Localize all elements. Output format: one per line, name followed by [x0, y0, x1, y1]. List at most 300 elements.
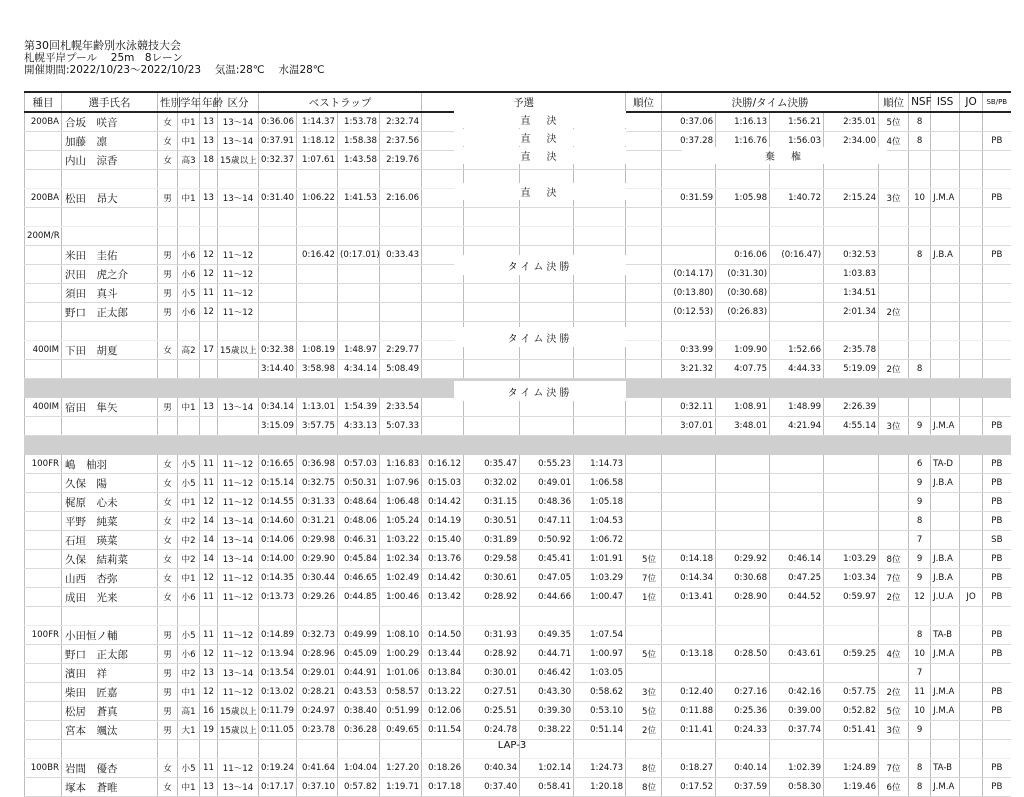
prelim-rank-cell: [626, 341, 662, 360]
nsf-cell: [909, 436, 931, 455]
swimmer-name: [62, 170, 158, 189]
table-row: [25, 569, 1011, 588]
nsf-cell: 9: [909, 550, 931, 569]
best-lap-cell: 0:41.64: [297, 759, 338, 778]
col-event: 種目: [25, 92, 62, 112]
final-lap-cell: [662, 474, 716, 493]
event-cell: 100FR: [25, 626, 62, 645]
best-lap-cell: 0:45.84: [338, 550, 380, 569]
division-cell: 11～12: [218, 265, 259, 284]
document-header: [24, 40, 325, 76]
final-lap-cell: [716, 208, 770, 227]
prelim-lap-cell: [464, 208, 520, 227]
prelim-lap-cell: 0:13.44: [422, 645, 464, 664]
event-cell: 100FR: [25, 455, 62, 474]
sbpb-cell: PB: [983, 702, 1011, 721]
prelim-lap-cell: 0:30.51: [464, 512, 520, 531]
prelim-lap-cell: 0:44.66: [520, 588, 574, 607]
prelim-lap-cell: 0:14.50: [422, 626, 464, 645]
best-lap-cell: [297, 265, 338, 284]
final-lap-cell: [824, 322, 879, 341]
best-lap-cell: 0:14.06: [259, 531, 297, 550]
division-cell: 13～14: [218, 189, 259, 208]
final-rank-cell: [879, 664, 909, 683]
final-lap-cell: [716, 531, 770, 550]
table-row: [25, 455, 1011, 474]
age-cell: [200, 360, 218, 379]
age-cell: 12: [200, 493, 218, 512]
final-lap-cell: 1:16.76: [716, 132, 770, 151]
prelim-lap-cell: 0:24.78: [464, 721, 520, 740]
prelim-lap-cell: 0:15.40: [422, 531, 464, 550]
col-nsf: NSF: [909, 92, 931, 112]
age-cell: 12: [200, 569, 218, 588]
best-lap-cell: 0:28.21: [297, 683, 338, 702]
final-lap-cell: [770, 607, 824, 626]
event-cell: [25, 360, 62, 379]
prelim-rank-cell: [626, 436, 662, 455]
event-cell: [25, 170, 62, 189]
best-lap-cell: 0:13.02: [259, 683, 297, 702]
best-lap-cell: [259, 227, 297, 246]
prelim-lap-cell: 0:13.84: [422, 664, 464, 683]
sbpb-cell: PB: [983, 683, 1011, 702]
nsf-cell: 10: [909, 702, 931, 721]
prelim-lap-cell: 0:49.01: [520, 474, 574, 493]
age-cell: 13: [200, 398, 218, 417]
prelim-lap-cell: 0:12.06: [422, 702, 464, 721]
prelim-rank-cell: [626, 303, 662, 322]
prelim-rank-cell: 5位: [626, 550, 662, 569]
grade-cell: 小5: [178, 626, 200, 645]
iss-cell: J.B.A: [931, 246, 960, 265]
best-lap-cell: [380, 170, 422, 189]
best-lap-cell: [259, 284, 297, 303]
grade-cell: 中2: [178, 550, 200, 569]
event-cell: [25, 721, 62, 740]
final-lap-cell: [824, 455, 879, 474]
best-lap-cell: 0:14.35: [259, 569, 297, 588]
event-cell: [25, 664, 62, 683]
nsf-cell: [909, 151, 931, 170]
swimmer-name: 濱田 祥: [62, 664, 158, 683]
nsf-cell: 11: [909, 683, 931, 702]
iss-cell: [931, 322, 960, 341]
nsf-cell: 7: [909, 531, 931, 550]
sex-cell: 女: [158, 531, 178, 550]
final-lap-cell: 4:44.33: [770, 360, 824, 379]
division-cell: 11～12: [218, 569, 259, 588]
swimmer-name: 久保 陽: [62, 474, 158, 493]
nsf-cell: [909, 379, 931, 398]
best-lap-cell: [259, 265, 297, 284]
sbpb-cell: PB: [983, 588, 1011, 607]
sex-cell: 女: [158, 493, 178, 512]
prelim-lap-cell: 0:51.14: [574, 721, 626, 740]
prelim-lap-cell: 0:49.35: [520, 626, 574, 645]
division-cell: 15歳以上: [218, 721, 259, 740]
jo-cell: [960, 341, 983, 360]
jo-cell: [960, 569, 983, 588]
prelim-rank-cell: [626, 455, 662, 474]
grade-cell: [178, 227, 200, 246]
final-lap-cell: [716, 512, 770, 531]
age-cell: 11: [200, 588, 218, 607]
swimmer-name: 下田 胡夏: [62, 341, 158, 360]
iss-cell: [931, 531, 960, 550]
final-lap-cell: 0:16.06: [716, 246, 770, 265]
best-lap-cell: 1:16.83: [380, 455, 422, 474]
final-lap-cell: [662, 455, 716, 474]
prelim-lap-cell: 0:37.40: [464, 778, 520, 797]
prelim-lap-cell: [464, 360, 520, 379]
best-lap-cell: 1:08.19: [297, 341, 338, 360]
grade-cell: [178, 417, 200, 436]
best-lap-cell: 0:58.57: [380, 683, 422, 702]
event-cell: [25, 265, 62, 284]
final-lap-cell: [716, 493, 770, 512]
age-cell: [200, 436, 218, 455]
sbpb-cell: [983, 322, 1011, 341]
final-lap-cell: [770, 379, 824, 398]
prelim-lap-cell: 0:31.89: [464, 531, 520, 550]
prelim-lap-cell: [422, 284, 464, 303]
grade-cell: 小5: [178, 455, 200, 474]
division-cell: [218, 170, 259, 189]
prelim-lap-cell: [520, 227, 574, 246]
sex-cell: [158, 170, 178, 189]
iss-cell: J.M.A: [931, 189, 960, 208]
prelim-lap-cell: [464, 607, 520, 626]
division-cell: 15歳以上: [218, 341, 259, 360]
iss-cell: [931, 112, 960, 132]
prelim-rank-cell: [626, 189, 662, 208]
table-row: [25, 360, 1011, 379]
jo-cell: [960, 531, 983, 550]
table-row: [25, 474, 1011, 493]
final-lap-cell: (0:14.17): [662, 265, 716, 284]
prelim-lap-cell: [574, 303, 626, 322]
best-lap-cell: [297, 284, 338, 303]
final-lap-cell: 0:33.99: [662, 341, 716, 360]
best-lap-cell: 1:41.53: [338, 189, 380, 208]
jo-cell: [960, 189, 983, 208]
grade-cell: 中1: [178, 493, 200, 512]
final-lap-cell: (0:31.30): [716, 265, 770, 284]
nsf-cell: 8: [909, 132, 931, 151]
best-lap-cell: 0:24.97: [297, 702, 338, 721]
best-lap-cell: 0:43.53: [338, 683, 380, 702]
final-lap-cell: 3:48.01: [716, 417, 770, 436]
table-row: [25, 436, 1011, 455]
prelim-lap-cell: [520, 208, 574, 227]
division-cell: 13～14: [218, 778, 259, 797]
swimmer-name: [62, 360, 158, 379]
best-lap-cell: 1:06.22: [297, 189, 338, 208]
sex-cell: [158, 208, 178, 227]
jo-cell: [960, 303, 983, 322]
event-cell: [25, 417, 62, 436]
division-cell: 15歳以上: [218, 151, 259, 170]
prelim-lap-cell: 1:00.97: [574, 645, 626, 664]
prelim-lap-cell: 1:06.58: [574, 474, 626, 493]
best-lap-cell: 1:00.29: [380, 645, 422, 664]
final-lap-cell: [824, 512, 879, 531]
best-lap-cell: (0:17.01): [338, 246, 380, 265]
final-lap-cell: [824, 531, 879, 550]
division-cell: 11～12: [218, 303, 259, 322]
prelim-lap-cell: 1:00.47: [574, 588, 626, 607]
swimmer-name: 平野 純菜: [62, 512, 158, 531]
sex-cell: 男: [158, 189, 178, 208]
prelim-rank-cell: [626, 170, 662, 189]
iss-cell: J.U.A: [931, 588, 960, 607]
age-cell: 11: [200, 284, 218, 303]
final-lap-cell: [770, 664, 824, 683]
final-lap-cell: [662, 664, 716, 683]
best-lap-cell: 2:19.76: [380, 151, 422, 170]
event-cell: [25, 588, 62, 607]
sbpb-cell: PB: [983, 645, 1011, 664]
swimmer-name: 柴田 匠嘉: [62, 683, 158, 702]
sex-cell: 男: [158, 683, 178, 702]
final-lap-cell: 0:58.30: [770, 778, 824, 797]
final-lap-cell: 0:37.28: [662, 132, 716, 151]
grade-cell: [178, 607, 200, 626]
best-lap-cell: 1:04.04: [338, 759, 380, 778]
col-name: 選手氏名: [62, 92, 158, 112]
final-lap-cell: [824, 379, 879, 398]
iss-cell: [931, 607, 960, 626]
sex-cell: 女: [158, 474, 178, 493]
final-rank-cell: 3位: [879, 417, 909, 436]
division-cell: [218, 360, 259, 379]
final-rank-cell: [879, 436, 909, 455]
best-lap-cell: 0:29.01: [297, 664, 338, 683]
prelim-lap-cell: 1:20.18: [574, 778, 626, 797]
best-lap-cell: [380, 436, 422, 455]
final-lap-cell: 1:52.66: [770, 341, 824, 360]
jo-cell: [960, 683, 983, 702]
iss-cell: J.M.A: [931, 702, 960, 721]
iss-cell: J.B.A: [931, 569, 960, 588]
final-lap-cell: [662, 208, 716, 227]
best-lap-cell: 0:19.24: [259, 759, 297, 778]
final-lap-cell: [770, 531, 824, 550]
prelim-lap-cell: [464, 436, 520, 455]
grade-cell: [178, 379, 200, 398]
final-lap-cell: [770, 493, 824, 512]
sex-cell: 女: [158, 512, 178, 531]
event-cell: [25, 607, 62, 626]
grade-cell: 高1: [178, 702, 200, 721]
best-lap-cell: 0:17.17: [259, 778, 297, 797]
division-cell: 11～12: [218, 683, 259, 702]
final-lap-cell: 0:46.14: [770, 550, 824, 569]
best-lap-cell: [259, 379, 297, 398]
jo-cell: [960, 607, 983, 626]
event-cell: 400IM: [25, 341, 62, 360]
prelim-rank-cell: [626, 322, 662, 341]
division-cell: 13～14: [218, 132, 259, 151]
swimmer-name: 成田 光来: [62, 588, 158, 607]
final-lap-cell: [770, 455, 824, 474]
nsf-cell: [909, 341, 931, 360]
grade-cell: 中1: [178, 132, 200, 151]
best-lap-cell: [259, 246, 297, 265]
division-cell: 13～14: [218, 112, 259, 132]
final-lap-cell: [662, 246, 716, 265]
final-lap-cell: [716, 227, 770, 246]
final-rank-cell: 6位: [879, 778, 909, 797]
table-row: [25, 493, 1011, 512]
best-lap-cell: 0:28.96: [297, 645, 338, 664]
final-lap-cell: 4:07.75: [716, 360, 770, 379]
division-cell: [218, 607, 259, 626]
age-cell: 12: [200, 303, 218, 322]
best-lap-cell: [297, 607, 338, 626]
best-lap-cell: 0:31.40: [259, 189, 297, 208]
prelim-lap-cell: 0:14.42: [422, 569, 464, 588]
iss-cell: J.B.A: [931, 550, 960, 569]
final-lap-cell: 1:40.72: [770, 189, 824, 208]
nsf-cell: 8: [909, 512, 931, 531]
division-cell: 11～12: [218, 626, 259, 645]
prelim-lap-cell: [574, 436, 626, 455]
best-lap-cell: [380, 303, 422, 322]
final-lap-cell: [824, 474, 879, 493]
age-cell: [200, 208, 218, 227]
prelim-lap-cell: 0:35.47: [464, 455, 520, 474]
final-rank-cell: [879, 531, 909, 550]
grade-cell: [178, 208, 200, 227]
sbpb-cell: [983, 721, 1011, 740]
best-lap-cell: [259, 208, 297, 227]
iss-cell: [931, 436, 960, 455]
best-lap-cell: [338, 436, 380, 455]
jo-cell: [960, 246, 983, 265]
meet-title: 第30回札幌年齢別水泳競技大会: [24, 39, 181, 52]
prelim-lap-cell: [422, 417, 464, 436]
prelim-lap-cell: 0:28.92: [464, 588, 520, 607]
sex-cell: 女: [158, 151, 178, 170]
final-lap-cell: [770, 284, 824, 303]
sbpb-cell: [983, 436, 1011, 455]
division-cell: 11～12: [218, 759, 259, 778]
final-rank-cell: [879, 341, 909, 360]
final-lap-cell: [770, 436, 824, 455]
prelim-lap-cell: 0:50.92: [520, 531, 574, 550]
final-lap-cell: [662, 322, 716, 341]
grade-cell: 中2: [178, 531, 200, 550]
best-lap-cell: [338, 170, 380, 189]
final-lap-cell: 0:32.53: [824, 246, 879, 265]
grade-cell: [178, 170, 200, 189]
final-lap-cell: 0:47.25: [770, 569, 824, 588]
best-lap-cell: [380, 322, 422, 341]
final-lap-cell: 0:18.27: [662, 759, 716, 778]
prelim-lap-cell: 0:11.54: [422, 721, 464, 740]
sex-cell: 男: [158, 645, 178, 664]
age-cell: 14: [200, 531, 218, 550]
age-cell: [200, 417, 218, 436]
best-lap-cell: [380, 227, 422, 246]
swimmer-name: 久保 結莉菜: [62, 550, 158, 569]
final-lap-cell: 0:59.97: [824, 588, 879, 607]
best-lap-cell: 0:46.65: [338, 569, 380, 588]
sbpb-cell: PB: [983, 569, 1011, 588]
division-cell: 11～12: [218, 645, 259, 664]
best-lap-cell: 0:44.85: [338, 588, 380, 607]
best-lap-cell: [297, 379, 338, 398]
final-lap-cell: 0:27.16: [716, 683, 770, 702]
table-row: [25, 778, 1011, 797]
best-lap-cell: 0:36.98: [297, 455, 338, 474]
final-lap-cell: 4:21.94: [770, 417, 824, 436]
prelim-lap-cell: [574, 227, 626, 246]
best-lap-cell: 0:29.90: [297, 550, 338, 569]
prelim-lap-cell: 0:44.71: [520, 645, 574, 664]
sbpb-cell: PB: [983, 550, 1011, 569]
table-row: [25, 588, 1011, 607]
prelim-lap-cell: [574, 607, 626, 626]
final-lap-cell: 2:15.24: [824, 189, 879, 208]
sex-cell: [158, 360, 178, 379]
best-lap-cell: 1:58.38: [338, 132, 380, 151]
prelim-lap-cell: 0:55.23: [520, 455, 574, 474]
iss-cell: [931, 664, 960, 683]
time-final-note-1: タイム決勝: [454, 255, 626, 275]
prelim-lap-cell: 0:28.92: [464, 645, 520, 664]
final-rank-cell: 7位: [879, 569, 909, 588]
prelim-rank-cell: [626, 531, 662, 550]
swimmer-name: 岩間 優杏: [62, 759, 158, 778]
table-row: [25, 417, 1011, 436]
age-cell: [200, 379, 218, 398]
nsf-cell: 8: [909, 246, 931, 265]
final-lap-cell: [716, 436, 770, 455]
age-cell: 13: [200, 132, 218, 151]
iss-cell: [931, 379, 960, 398]
best-lap-cell: [259, 170, 297, 189]
sbpb-cell: [983, 664, 1011, 683]
final-lap-cell: 0:28.90: [716, 588, 770, 607]
best-lap-cell: 0:11.79: [259, 702, 297, 721]
final-rank-cell: [879, 398, 909, 417]
best-lap-cell: 0:49.99: [338, 626, 380, 645]
best-lap-cell: [259, 322, 297, 341]
best-lap-cell: 3:58.98: [297, 360, 338, 379]
nsf-cell: 6: [909, 455, 931, 474]
jo-cell: [960, 112, 983, 132]
sex-cell: 男: [158, 702, 178, 721]
grade-cell: 中1: [178, 569, 200, 588]
best-lap-cell: 1:03.22: [380, 531, 422, 550]
col-final: 決勝/タイム決勝: [662, 92, 879, 112]
nsf-cell: 10: [909, 645, 931, 664]
nsf-cell: 8: [909, 360, 931, 379]
sbpb-cell: [983, 379, 1011, 398]
event-cell: 200BA: [25, 112, 62, 132]
iss-cell: TA-B: [931, 626, 960, 645]
final-lap-cell: 0:37.06: [662, 112, 716, 132]
best-lap-cell: 0:36.06: [259, 112, 297, 132]
col-prelim: 予選: [422, 92, 626, 112]
prelim-rank-cell: 7位: [626, 569, 662, 588]
nsf-cell: 7: [909, 664, 931, 683]
best-lap-cell: 0:57.03: [338, 455, 380, 474]
col-jo: JO: [960, 92, 983, 112]
